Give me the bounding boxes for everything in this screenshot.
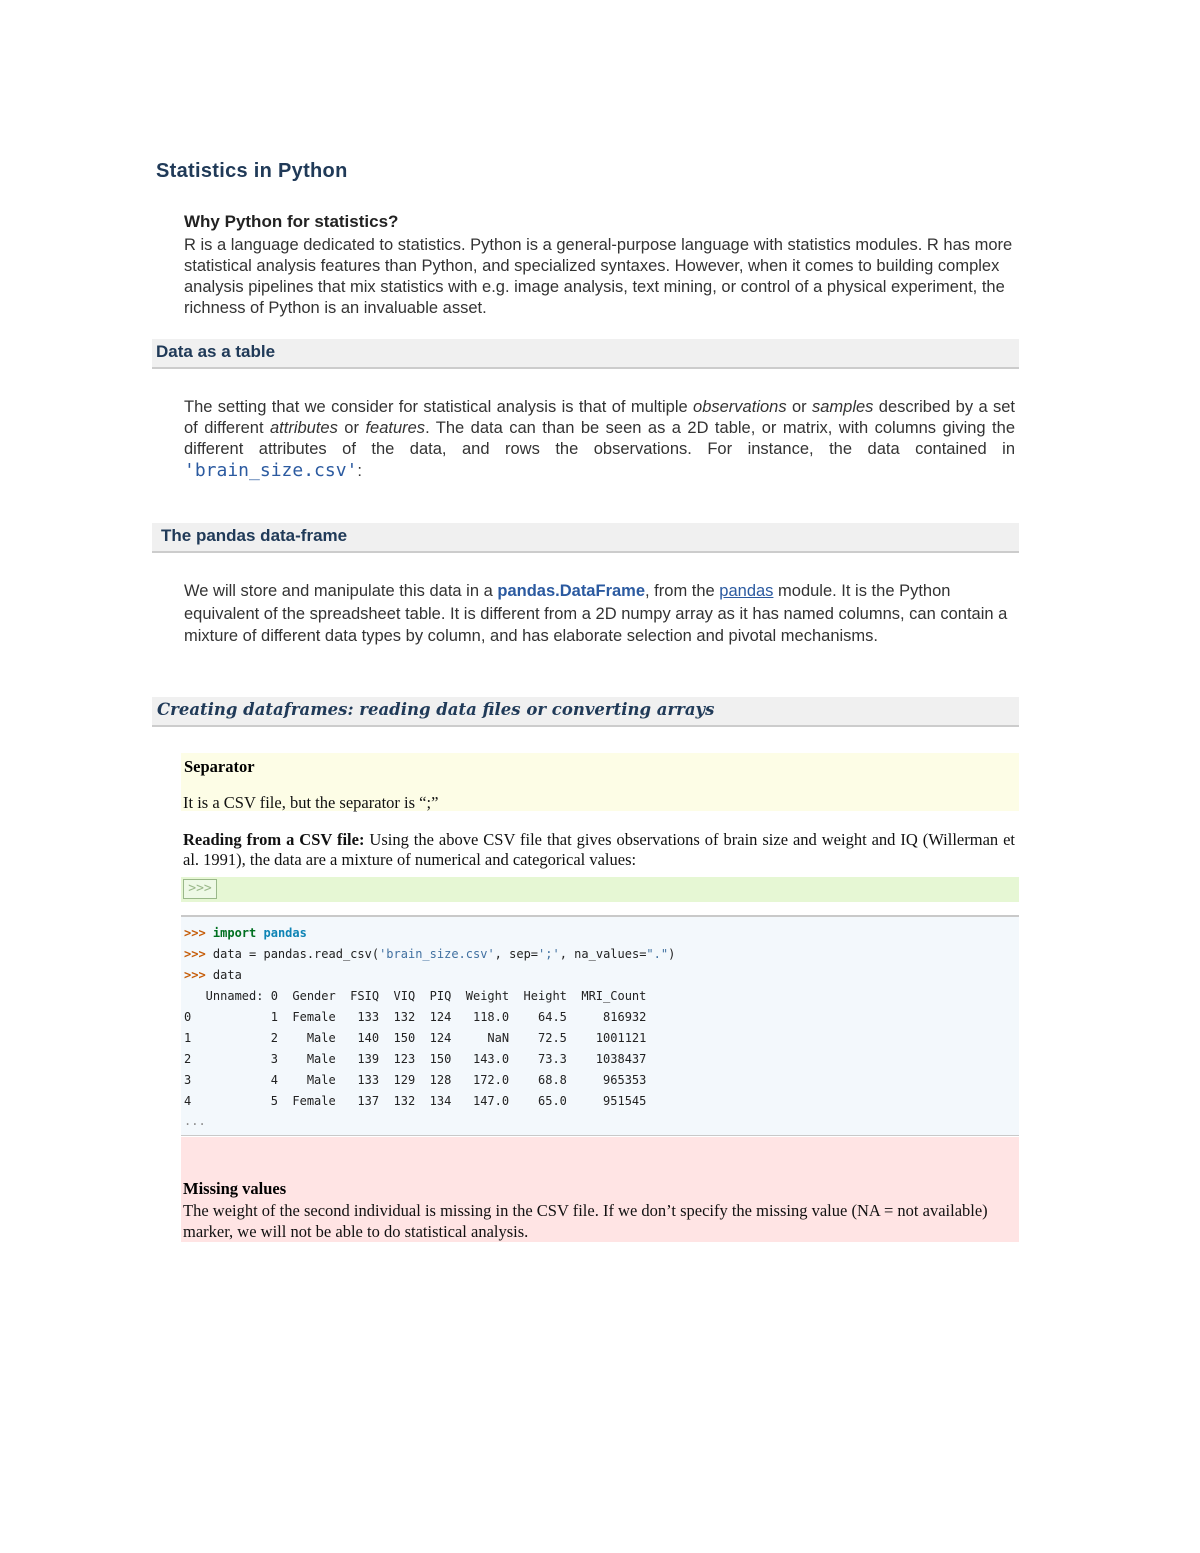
- emphasis-observations: observations: [693, 398, 787, 416]
- prompt: >>>: [184, 968, 213, 982]
- prompt: >>>: [184, 947, 213, 961]
- string-literal: 'brain_size.csv': [379, 947, 495, 961]
- output-line: 3 4 Male 133 129 128 172.0 68.8 965353: [184, 1073, 647, 1087]
- module-name: pandas: [263, 926, 307, 940]
- section-title: Creating dataframes: reading data files or converting arrays: [157, 700, 715, 719]
- text-run: The setting that we consider for statistical analysis is that of multiple: [184, 398, 694, 416]
- text-run: . The data can than be seen as a 2D table, or matrix, with columns giving the different attributes of the data, and rows the observations. For instance, the data contained in: [184, 419, 1015, 458]
- pandas-paragraph: [184, 580, 1015, 648]
- code-text: data: [212, 968, 242, 982]
- prompt-toggle-bar: [181, 877, 1019, 902]
- output-line: Unnamed: 0 Gender FSIQ VIQ PIQ Weight Height MRI_Count: [184, 989, 647, 1003]
- section-header-creating-dataframes: [152, 697, 1019, 727]
- output-line: 4 5 Female 137 132 134 147.0 65.0 951545: [184, 1094, 647, 1108]
- missing-values-title: Missing values: [183, 1179, 287, 1198]
- keyword: import: [212, 926, 257, 940]
- code-text: , sep=: [494, 947, 539, 961]
- text-run: :: [357, 462, 362, 480]
- code-text: data = pandas.read_csv(: [212, 947, 380, 961]
- code-line: [184, 968, 242, 982]
- why-python-paragraph: R is a language dedicated to statistics. Python is a general-purpose language with statistics modules. R has more statistical analysis features than Python, and specialized syntaxes. However, when it comes to building complex analysis pipelines that mix statistics with e.g. image analysis, text mining, or control of a physical experiment, the richness of Python is an invaluable asset.: [184, 236, 1013, 317]
- text-run: or: [786, 398, 812, 416]
- output-line: 2 3 Male 139 123 150 143.0 73.3 1038437: [184, 1052, 647, 1066]
- section-header-data-as-table: [152, 339, 1019, 369]
- emphasis-attributes: attributes: [269, 419, 338, 437]
- code-text: ): [668, 947, 676, 961]
- section-title: Data as a table: [156, 342, 276, 361]
- text-run: We will store and manipulate this data in a: [184, 582, 498, 600]
- string-literal: ".": [646, 947, 669, 961]
- text-run: , from the: [645, 582, 720, 600]
- text-run: Using the above CSV file that gives observations of brain size and weight and IQ (Willerman et al. 1991), the data are a mixture of numerical and categorical values:: [183, 830, 1016, 869]
- reading-csv-paragraph: [183, 830, 1015, 870]
- string-literal: ';': [538, 947, 560, 961]
- data-table-paragraph: [184, 397, 1015, 482]
- separator-note-text: It is a CSV file, but the separator is “;”: [183, 793, 439, 812]
- prompt: >>>: [184, 926, 213, 940]
- toggle-prompt-button[interactable]: >>>: [183, 879, 217, 899]
- text-run: module. It is the Python equivalent of the spreadsheet table. It is different from a 2D numpy array as it has named columns, can contain a mixture of different data types by column, and has elaborate selection and pivotal mechanisms.: [184, 582, 1008, 645]
- reading-label: Reading from a CSV file:: [183, 830, 365, 849]
- output-ellipsis: ...: [184, 1114, 206, 1128]
- separator-note-title: Separator: [184, 757, 255, 776]
- code-line: [184, 947, 675, 961]
- pandas-link[interactable]: pandas: [719, 582, 774, 600]
- emphasis-features: features: [365, 419, 426, 437]
- code-line: [184, 926, 307, 940]
- text-run: or: [337, 419, 366, 437]
- section-title: The pandas data-frame: [161, 526, 348, 545]
- why-python-heading: Why Python for statistics?: [184, 212, 399, 231]
- output-line: 0 1 Female 133 132 124 118.0 64.5 816932: [184, 1010, 647, 1024]
- text-run: described by a set of different: [184, 398, 1016, 437]
- missing-values-text: The weight of the second individual is missing in the CSV file. If we don’t specify the missing value (NA = not available) marker, we will not be able to do statistical analysis.: [183, 1201, 988, 1241]
- output-line: 1 2 Male 140 150 124 NaN 72.5 1001121: [184, 1031, 647, 1045]
- section-header-pandas-dataframe: [152, 523, 1019, 553]
- emphasis-samples: samples: [811, 398, 874, 416]
- code-text: , na_values=: [559, 947, 647, 961]
- page-title: Statistics in Python: [156, 160, 348, 182]
- filename-literal: 'brain_size.csv': [184, 460, 358, 481]
- dataframe-link[interactable]: pandas.DataFrame: [497, 582, 646, 600]
